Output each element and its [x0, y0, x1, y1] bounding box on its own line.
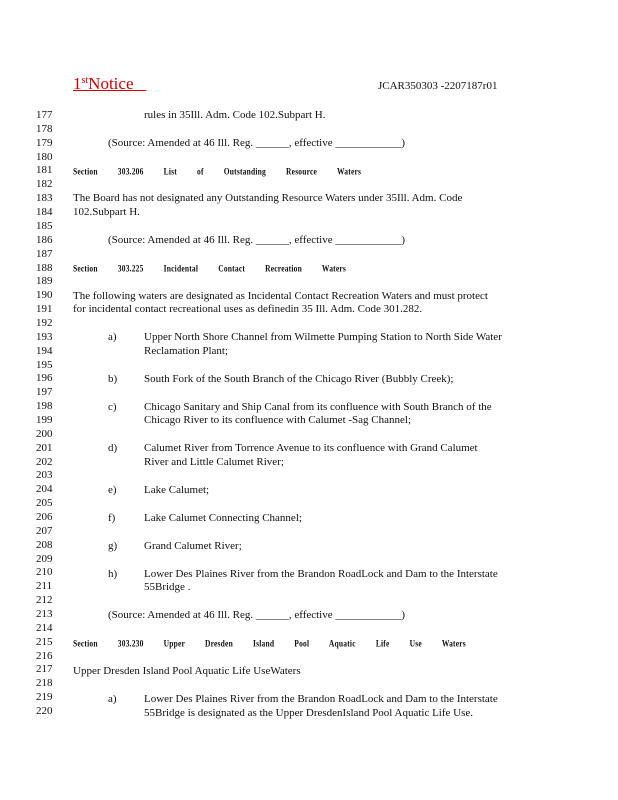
line-number: 214 — [36, 621, 53, 634]
line-number: 179 — [36, 136, 53, 149]
line-number: 198 — [36, 400, 53, 413]
line-number: 188 — [36, 261, 53, 274]
line-number: 218 — [36, 677, 53, 690]
line-number: 201 — [36, 441, 53, 454]
line-number: 207 — [36, 524, 53, 537]
line-number: 194 — [36, 344, 53, 357]
line-202: River and Little Calumet River; — [144, 456, 284, 468]
line-219: Lower Des Plaines River from the Brandon RoadLock and Dam to the Interstate — [144, 693, 498, 705]
line-number: 186 — [36, 233, 53, 246]
item-b-label: b) — [108, 373, 118, 385]
line-number: 177 — [36, 109, 53, 121]
line-179-source: (Source: Amended at 46 Ill. Reg. ______, effective ____________) — [108, 137, 406, 149]
line-number: 215 — [36, 635, 53, 648]
line-number: 193 — [36, 330, 53, 343]
item-a2-label: a) — [108, 693, 117, 705]
line-number: 180 — [36, 150, 53, 163]
line-number: 206 — [36, 510, 53, 523]
line-number: 181 — [36, 164, 53, 177]
section-303-230-heading: Section 303.230 Upper Dresden Island Pool Aquatic Life Use Waters — [73, 637, 466, 650]
line-number: 189 — [36, 275, 53, 288]
line-number: 190 — [36, 289, 53, 302]
line-number: 208 — [36, 538, 53, 551]
line-number: 203 — [36, 469, 53, 482]
line-number: 200 — [36, 427, 53, 440]
line-number: 202 — [36, 455, 53, 468]
line-193: Upper North Shore Channel from Wilmette Pumping Station to North Side Water — [144, 331, 502, 343]
line-number: 178 — [36, 122, 53, 135]
line-196: South Fork of the South Branch of the Chicago River (Bubbly Creek); — [144, 373, 454, 385]
line-number: 184 — [36, 206, 53, 218]
line-204: Lake Calumet; — [144, 484, 210, 496]
section-303-225-heading: Section 303.225 Incidental Contact Recreation Waters — [73, 262, 347, 275]
line-number: 210 — [36, 566, 53, 579]
line-183: The Board has not designated any Outstanding Resource Waters under 35Ill. Adm. Code — [73, 192, 463, 204]
line-220: 55Bridge is designated as the Upper DresdenIsland Pool Aquatic Life Use. — [144, 707, 474, 719]
line-number: 213 — [36, 608, 53, 620]
line-number: 195 — [36, 358, 53, 371]
item-c-label: c) — [108, 401, 117, 413]
line-210: Lower Des Plaines River from the Brandon RoadLock and Dam to the Interstate — [144, 568, 498, 580]
line-number: 209 — [36, 552, 53, 565]
line-number: 216 — [36, 649, 53, 662]
jcar-reference: JCAR350303 -2207187r01 — [378, 80, 498, 92]
line-211: 55Bridge . — [144, 581, 191, 593]
line-206: Lake Calumet Connecting Channel; — [144, 512, 302, 524]
line-number: 183 — [36, 192, 53, 205]
line-184: 102.Subpart H. — [73, 206, 140, 218]
line-number: 196 — [36, 372, 53, 385]
line-number: 191 — [36, 303, 53, 315]
line-number: 182 — [36, 178, 53, 191]
line-number: 185 — [36, 219, 53, 232]
item-f-label: f) — [108, 512, 116, 524]
item-g-label: g) — [108, 540, 118, 552]
line-213-source: (Source: Amended at 46 Ill. Reg. ______, effective ____________) — [108, 609, 406, 621]
line-number: 211 — [36, 580, 53, 593]
notice-word: Notice — [88, 74, 134, 93]
line-number: 204 — [36, 483, 53, 496]
line-198: Chicago Sanitary and Ship Canal from its confluence with South Branch of the — [144, 401, 492, 413]
item-d-label: d) — [108, 442, 118, 454]
line-number: 199 — [36, 413, 53, 426]
line-number: 217 — [36, 663, 53, 676]
line-number: 205 — [36, 497, 53, 510]
line-number: 219 — [36, 691, 53, 704]
line-217: Upper Dresden Island Pool Aquatic Life UseWaters — [73, 665, 301, 677]
item-e-label: e) — [108, 484, 117, 496]
notice-number: 1 — [73, 74, 82, 93]
line-190: The following waters are designated as Incidental Contact Recreation Waters and must protect — [73, 290, 488, 302]
line-194: Reclamation Plant; — [144, 345, 229, 357]
item-h-label: h) — [108, 568, 118, 580]
line-number: 212 — [36, 594, 53, 607]
line-199: Chicago River to its confluence with Calumet -Sag Channel; — [144, 414, 411, 426]
notice-title — [73, 74, 146, 94]
line-177: rules in 35Ill. Adm. Code 102.Subpart H. — [144, 109, 326, 121]
line-number: 197 — [36, 386, 53, 399]
line-191: for incidental contact recreational uses as definedin 35 Ill. Adm. Code 301.282. — [73, 303, 423, 315]
line-number: 187 — [36, 247, 53, 260]
section-303-206-heading: Section 303.206 List of Outstanding Resource Waters — [73, 165, 362, 178]
line-number: 192 — [36, 316, 53, 329]
line-186-source: (Source: Amended at 46 Ill. Reg. ______, effective ____________) — [108, 234, 406, 246]
line-208: Grand Calumet River; — [144, 540, 242, 552]
line-201: Calumet River from Torrence Avenue to its confluence with Grand Calumet — [144, 442, 478, 454]
line-number: 220 — [36, 705, 53, 717]
notice-superscript: st — [81, 75, 89, 86]
item-a-label: a) — [108, 331, 117, 343]
